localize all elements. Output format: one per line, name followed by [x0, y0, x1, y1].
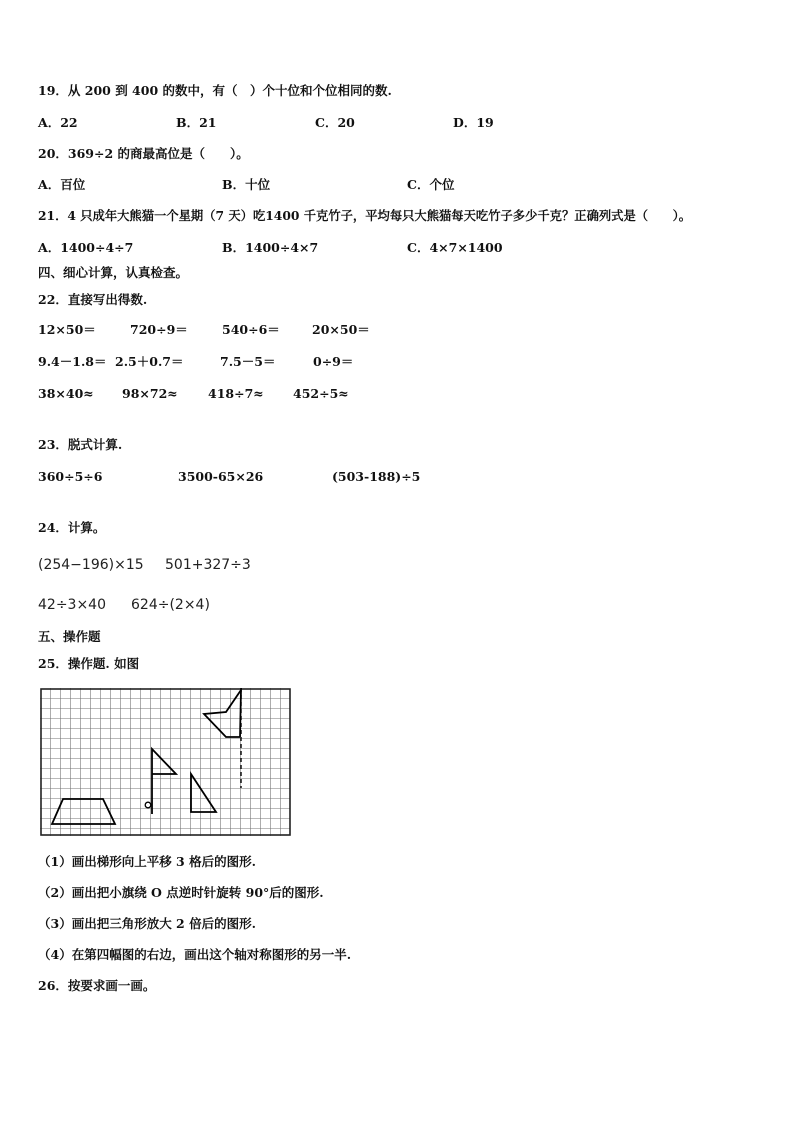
q23-item-3: (503-188)÷5	[332, 469, 421, 484]
q22-r1-c4: 20×50＝	[312, 322, 370, 337]
q21-option-b: B．1400÷4×7	[222, 240, 319, 255]
q21-option-c: C．4×7×1400	[407, 240, 503, 255]
q20-option-b: B．十位	[222, 177, 271, 192]
q22-r1-c3: 540÷6＝	[222, 322, 280, 337]
section-four-title: 四、细心计算，认真检查。	[38, 265, 189, 280]
q19-option-a: A．22	[38, 115, 78, 130]
trapezoid-shape	[52, 799, 115, 824]
q20-option-c: C．个位	[407, 177, 455, 192]
q26-stem: 26．按要求画一画。	[38, 978, 156, 993]
q25-task-1: （1）画出梯形向上平移 3 格后的图形.	[38, 854, 256, 869]
q22-r1-c1: 12×50＝	[38, 322, 96, 337]
q24-r1-c1: (254−196)×15	[38, 557, 144, 573]
q22-r2-c1: 9.4－1.8＝	[38, 354, 107, 369]
q23-stem: 23．脱式计算.	[38, 437, 123, 452]
q24-r2-c2: 624÷(2×4)	[131, 597, 210, 613]
q23-item-1: 360÷5÷6	[38, 469, 103, 484]
q21-stem: 21．4 只成年大熊猫一个星期（7 天）吃1400 千克竹子，平均每只大熊猫每天吃竹子多少千克？正确列式是（ ）。	[38, 208, 692, 223]
q25-task-3: （3）画出把三角形放大 2 倍后的图形.	[38, 916, 256, 931]
q22-r3-c4: 452÷5≈	[293, 386, 349, 401]
q22-r1-c2: 720÷9＝	[130, 322, 188, 337]
q22-r3-c2: 98×72≈	[122, 386, 178, 401]
q19-option-b: B．21	[176, 115, 217, 130]
q22-r2-c2: 2.5＋0.7＝	[115, 354, 184, 369]
point-o-marker	[145, 802, 151, 808]
q21-option-a: A．1400÷4÷7	[38, 240, 134, 255]
q22-stem: 22．直接写出得数.	[38, 292, 148, 307]
q25-grid-figure	[40, 688, 292, 838]
q22-r3-c3: 418÷7≈	[208, 386, 264, 401]
q20-stem: 20．369÷2 的商最高位是（ ）。	[38, 146, 249, 161]
q19-option-c: C．20	[315, 115, 355, 130]
q25-task-2: （2）画出把小旗绕 O 点逆时针旋转 90°后的图形.	[38, 885, 324, 900]
q20-option-a: A．百位	[38, 177, 86, 192]
q19-option-d: D．19	[453, 115, 494, 130]
triangle-shape	[191, 774, 216, 812]
q22-r2-c4: 0÷9＝	[313, 354, 354, 369]
q25-task-4: （4）在第四幅图的右边，画出这个轴对称图形的另一半.	[38, 947, 352, 962]
q25-stem: 25．操作题. 如图	[38, 656, 140, 671]
q24-r2-c1: 42÷3×40	[38, 597, 106, 613]
q24-stem: 24．计算。	[38, 520, 106, 535]
q24-r1-c2: 501+327÷3	[165, 557, 251, 573]
section-five-title: 五、操作题	[38, 629, 101, 644]
half-symmetric-shape	[204, 690, 241, 737]
q23-item-2: 3500-65×26	[178, 469, 264, 484]
q22-r2-c3: 7.5－5＝	[220, 354, 276, 369]
q22-r3-c1: 38×40≈	[38, 386, 94, 401]
q19-stem: 19．从 200 到 400 的数中，有（ ）个十位和个位相同的数.	[38, 83, 392, 98]
